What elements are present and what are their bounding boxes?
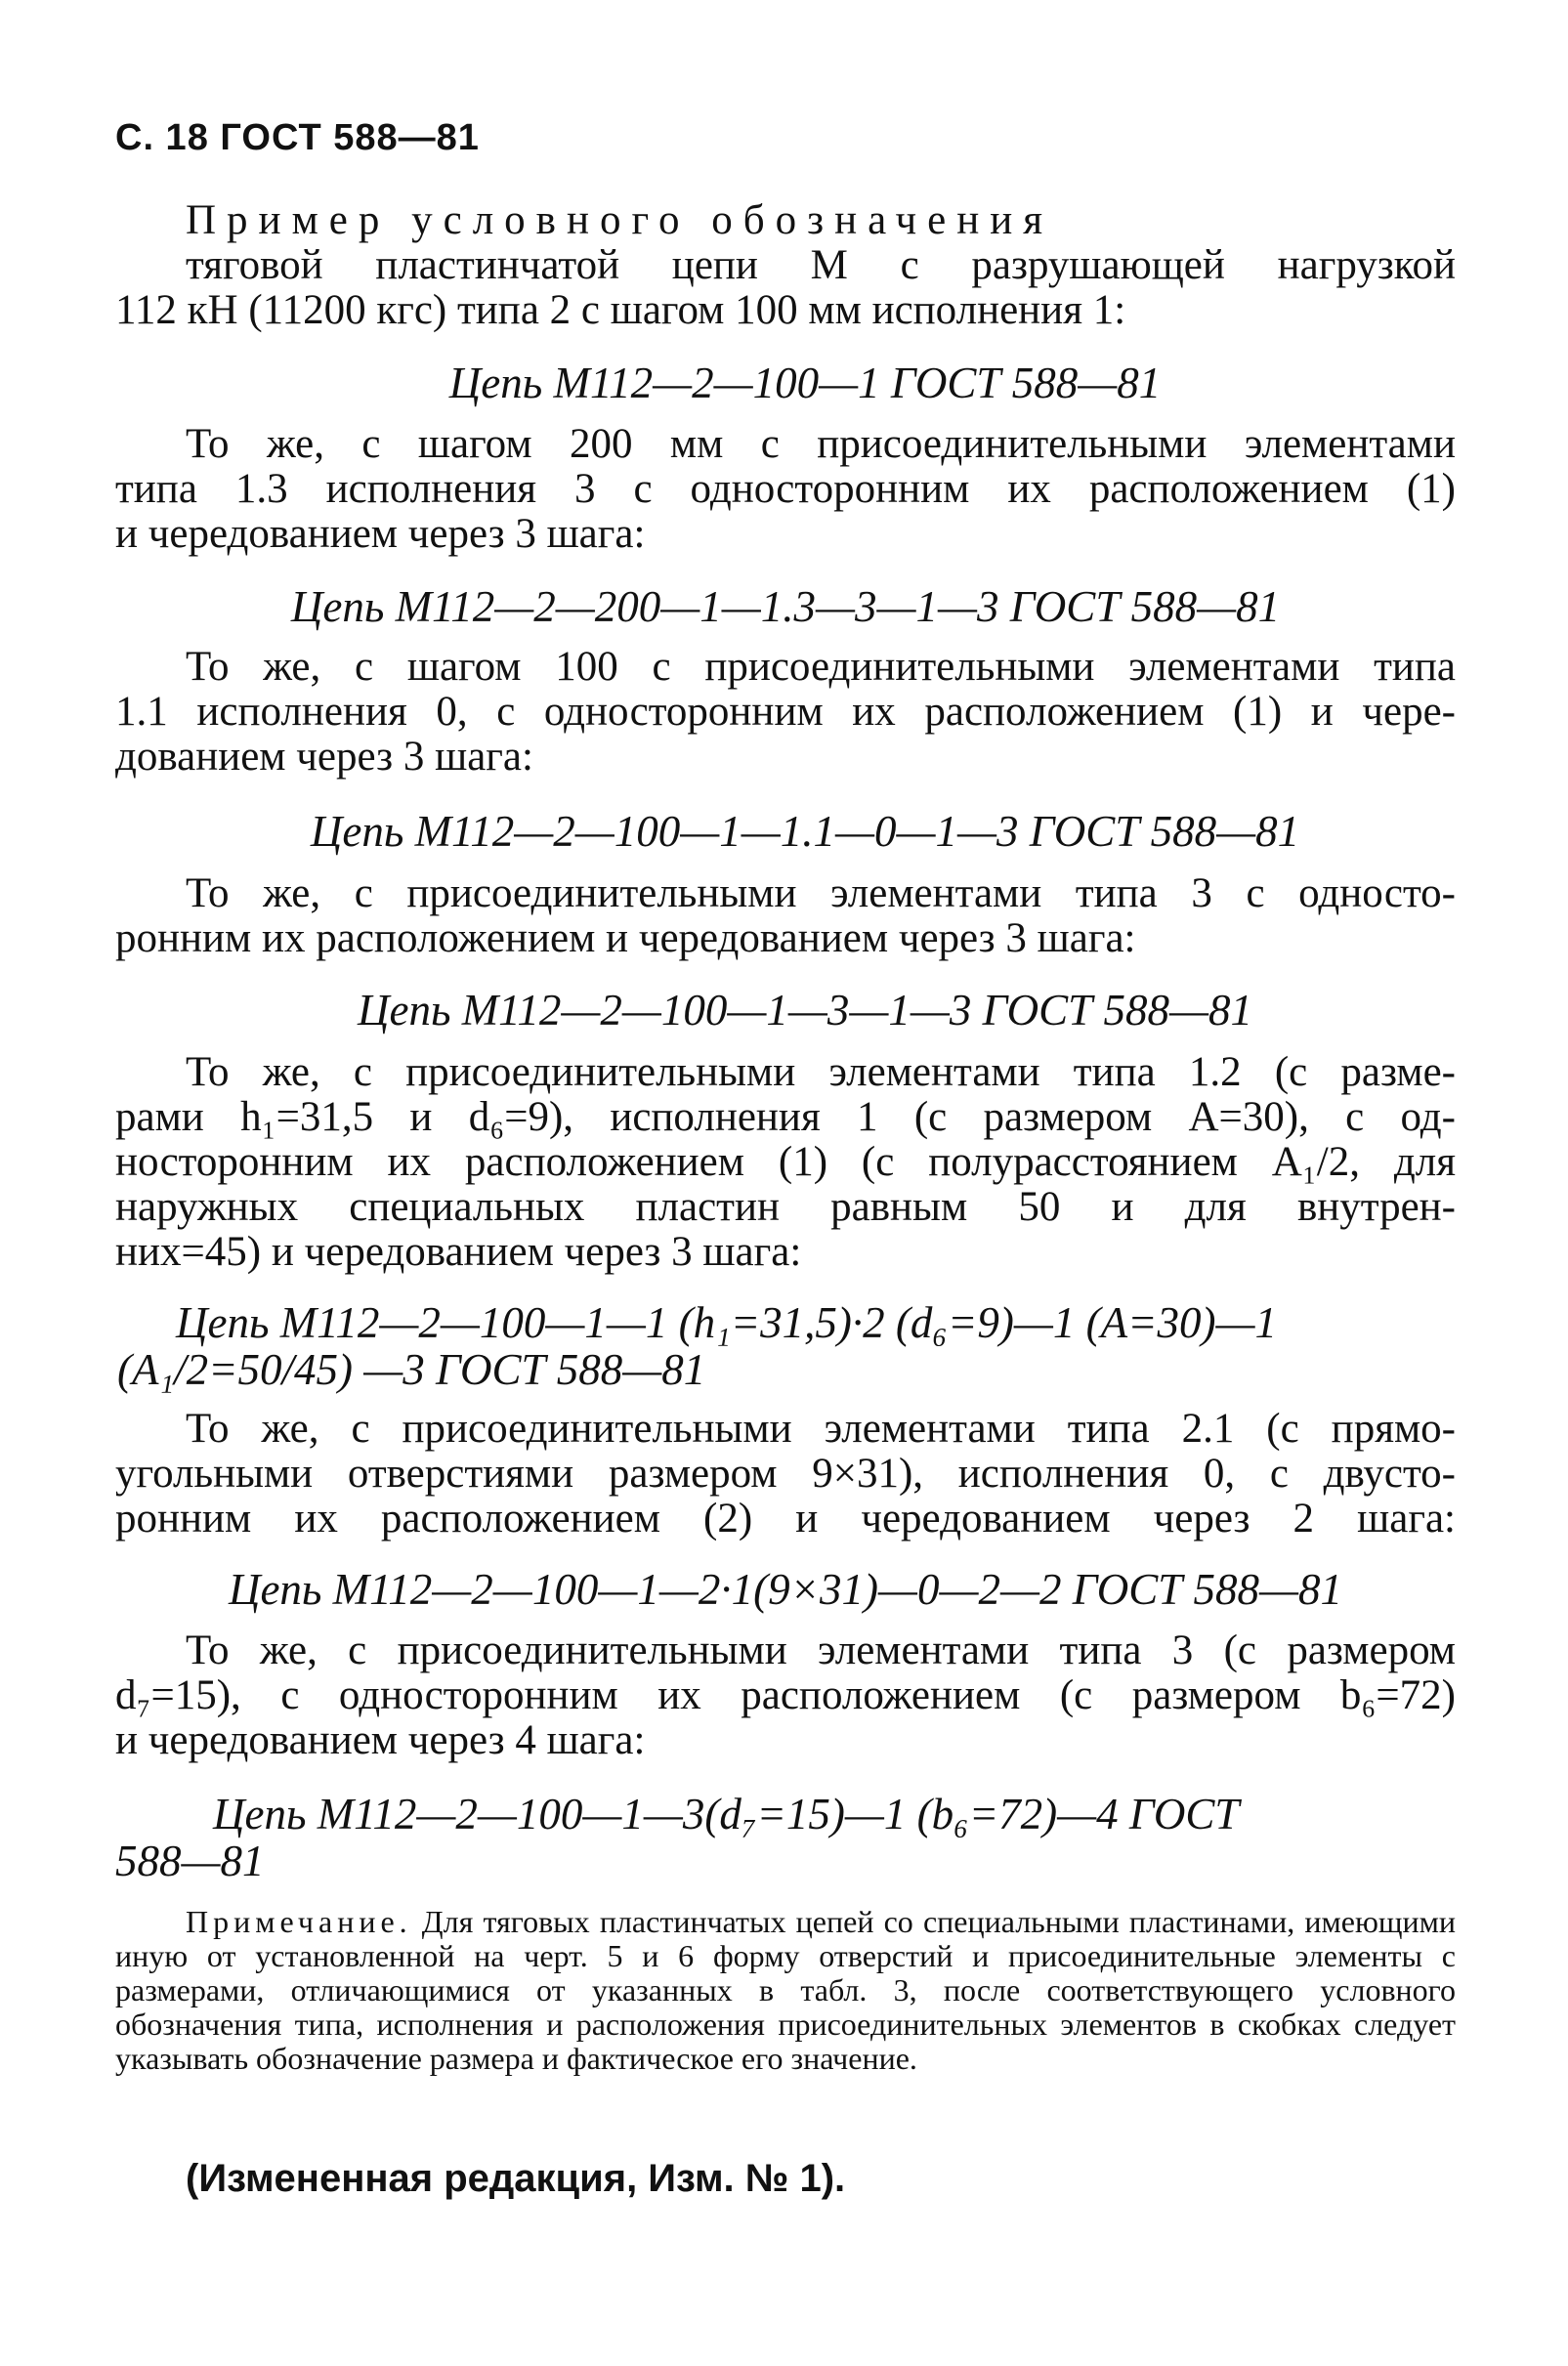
p6-line-1: То же, с присоединительными элементами типа 2.1 (с прямо-: [186, 1406, 1456, 1452]
p2-line-1: То же, с шагом 200 мм с присоединительными элементами: [186, 421, 1456, 467]
intro-line-1: тяговой пластинчатой цепи М с разрушающей нагрузкой: [186, 242, 1456, 288]
designation-formula-3: Цепь М112—2—100—1—1.1—0—1—3 ГОСТ 588—81: [310, 807, 1300, 856]
p7-line-3: и чередованием через 4 шага:: [115, 1717, 646, 1763]
p6-line-2: угольными отверстиями размером 9×31), исполнения 0, с двусто-: [115, 1451, 1456, 1497]
designation-formula-7: [115, 1791, 1456, 1884]
p7-line-1: То же, с присоединительными элементами типа 3 (с размером: [186, 1627, 1456, 1673]
p5-line-5: них=45) и чередованием через 3 шага:: [115, 1229, 802, 1275]
note-label: Примечание.: [186, 1904, 412, 1939]
paragraph-5: [115, 1050, 1456, 1275]
p7-line-2: d₇=15), с односторонним их расположением (с размером b₆=72): [115, 1672, 1456, 1718]
designation-formula-6: Цепь М112—2—100—1—2·1(9×31)—0—2—2 ГОСТ 588—81: [228, 1565, 1343, 1614]
formula7-line-1: Цепь М112—2—100—1—3(d₇=15)—1 (b₆=72)—4 ГОСТ: [213, 1790, 1240, 1838]
formula7-line-2: 588—81: [115, 1837, 265, 1885]
designation-formula-4: Цепь М112—2—100—1—3—1—3 ГОСТ 588—81: [358, 986, 1252, 1035]
p2-line-3: и чередованием через 3 шага:: [115, 511, 646, 557]
p5-line-1: То же, с присоединительными элементами типа 1.2 (с разме-: [186, 1049, 1456, 1095]
p5-line-3: носторонним их расположением (1) (с полурасстоянием A₁/2, для: [115, 1139, 1456, 1185]
paragraph-2: [115, 422, 1456, 557]
paragraph-6: [115, 1407, 1456, 1542]
page-header: С. 18 ГОСТ 588—81: [115, 117, 480, 158]
intro-paragraph: [115, 198, 1456, 333]
note-paragraph: [115, 1905, 1456, 2076]
p4-line-2: ронним их расположением и чередованием через 3 шага:: [115, 915, 1136, 961]
intro-line-2: 112 кН (11200 кгс) типа 2 с шагом 100 мм исполнения 1:: [115, 287, 1126, 333]
paragraph-3: [115, 645, 1456, 780]
paragraph-7: [115, 1628, 1456, 1763]
designation-formula-2: Цепь М112—2—200—1—1.3—3—1—3 ГОСТ 588—81: [290, 582, 1281, 631]
p3-line-3: дованием через 3 шага:: [115, 734, 533, 780]
designation-formula-1: Цепь М112—2—100—1 ГОСТ 588—81: [448, 359, 1162, 407]
note-text: Для тяговых пластинчатых цепей со специальными пластинами, имеющими иную от установленной на черт. 5 и 6 форму отверстий и присоединительные элементы с размерами, отличающимися от указанных в табл. 3, после соответствующего условного обозначения типа, исполнения и расположения присоединительных элементов в скобках следует указывать обозначение размера и фактическое его значение.: [115, 1904, 1457, 2076]
formula5-line-2: (A₁/2=50/45) —3 ГОСТ 588—81: [117, 1345, 706, 1394]
p5-line-4: наружных специальных пластин равным 50 и для внутрен-: [115, 1184, 1456, 1230]
p4-line-1: То же, с присоединительными элементами типа 3 с односто-: [186, 870, 1456, 916]
p3-line-2: 1.1 исполнения 0, с односторонним их расположением (1) и чере-: [115, 689, 1456, 735]
paragraph-4: [115, 871, 1456, 961]
p3-line-1: То же, с шагом 100 с присоединительными элементами типа: [186, 644, 1456, 690]
designation-formula-5: [115, 1299, 1456, 1393]
p2-line-2: типа 1.3 исполнения 3 с односторонним их расположением (1): [115, 466, 1456, 512]
intro-heading: Пример условного обозначения: [186, 197, 1054, 243]
formula5-line-1: Цепь М112—2—100—1—1 (h₁=31,5)·2 (d₆=9)—1 (A=30)—1: [176, 1298, 1277, 1347]
p6-line-3: ронним их расположением (2) и чередованием через 2 шага:: [115, 1496, 1456, 1542]
edition-note: (Измененная редакция, Изм. № 1).: [186, 2157, 846, 2200]
p5-line-2: рами h₁=31,5 и d₆=9), исполнения 1 (с размером A=30), с од-: [115, 1094, 1456, 1140]
